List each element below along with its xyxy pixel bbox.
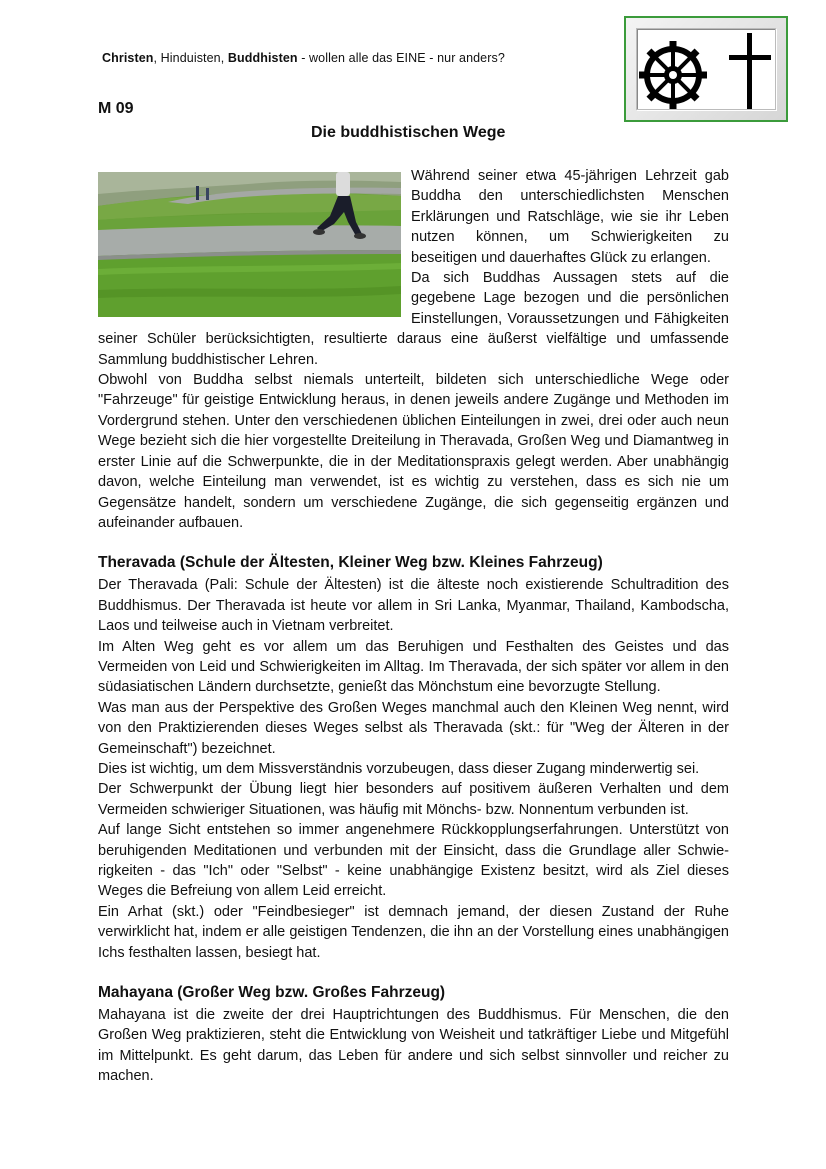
section-heading-mahayana: Mahayana (Großer Weg bzw. Großes Fahrzeug)	[98, 984, 446, 1002]
logo-symbols	[637, 29, 779, 113]
logo-box	[624, 16, 788, 122]
header-part-question: - wollen alle das EINE - nur anders?	[297, 51, 505, 65]
logo-inner	[636, 28, 776, 110]
header-part-hinduisten: , Hinduisten,	[153, 51, 228, 65]
section-paragraph: Was man aus der Perspektive des Großen Weges manchmal auch den Kleinen Weg nennt, wird von den Praktizierenden dieses Weges selbst als Theravada (skt.: für "Weg der Älteren in der Gemeinschaft") bezeichnet.	[98, 699, 729, 757]
photo-spacer	[98, 166, 411, 318]
dharma-wheel-icon	[639, 41, 707, 109]
section-paragraph: Im Alten Weg geht es vor allem um das Beruhigen und Festhalten des Geistes und das Vermeiden von Leid und Schwierigkeiten im Alltag. Im Theravada, der sich später vor allem in den südasiatischen Ländern durchsetzte, genießt das Mönchstum eine bevorzugte Stellung.	[98, 638, 729, 696]
header-part-buddhisten: Buddhisten	[227, 51, 298, 65]
intro-paragraph: Während seiner etwa 45-jährigen Lehrzeit gab Buddha den unterschiedlichsten Menschen Erklärungen und Ratschläge, wie sie ihr Leben nutzen können, um Schwierigkeiten zu beseitigen und dauerhaftes Glück zu erlangen.	[411, 168, 729, 266]
section-paragraph: Der Schwerpunkt der Übung liegt hier besonders auf positivem äußeren Verhalten und dem Vermeiden schwieriger Situationen, was häufig mit Mönchs- bzw. Nonnentum verbunden ist.	[98, 781, 729, 818]
header-line	[102, 51, 505, 65]
section-paragraph: Dies ist wichtig, um dem Missverständnis vorzubeugen, dass dieser Zugang minderwertig sei.	[98, 760, 700, 777]
page-title: Die buddhistischen Wege	[311, 124, 506, 141]
section-heading-theravada: Theravada (Schule der Ältesten, Kleiner Weg bzw. Kleines Fahrzeug)	[98, 554, 603, 572]
main-content	[98, 166, 729, 1087]
section-paragraph: Mahayana ist die zweite der drei Hauptrichtungen des Buddhismus. Für Menschen, die den Großen Weg praktizieren, steht die Entwicklung von Weisheit und tatkräftiger Liebe und Mitgefühl im Mittelpunkt. Es geht darum, das Leben für andere und sich selbst sinnvoller und reicher zu machen.	[98, 1007, 729, 1085]
section-paragraph: Ein Arhat (skt.) oder "Feindbesieger" ist demnach jemand, der diesen Zustand der Ruhe verwirklicht hat, indem er alle geistigen Tendenzen, die ihn an der Vorstellung eines unabhängigen Ichs festhalten lassen, besiegt hat.	[98, 903, 729, 961]
section-paragraph: Auf lange Sicht entstehen so immer angenehmere Rückkopplungserfahrungen. Unterstützt von beruhigenden Meditationen und verbunden mit der Einsicht, dass die Grundlage aller Schwie-rigkeiten - das "Ich" oder "Selbst" - keine unabhängige Existenz besitzt, wird als Ziel dieses Weges die Befreiung von allem Leid erreicht.	[98, 822, 729, 900]
document-code: M 09	[98, 100, 134, 117]
section-paragraph: Der Theravada (Pali: Schule der Ältesten) ist die älteste noch existierende Schultradition des Buddhismus. Der Theravada ist heute vor allem in Sri Lanka, Myanmar, Thailand, Kambodscha, Laos und teilweise auch in Vietnam verbreitet.	[98, 577, 729, 635]
intro-paragraph: Obwohl von Buddha selbst niemals unterteilt, bildeten sich unterschiedliche Wege oder "Fahrzeuge" für geistige Entwicklung heraus, in denen jeweils andere Zugänge und Methoden im Vordergrund stehen. Unter den verschiedenen üblichen Einteilungen in zwei, drei oder auch neun Wege bezieht sich die hier vorgestellte Dreiteilung in Theravada, Großen Weg und Diamantweg in erster Linie auf die Schwerpunkte, die in der Meditationspraxis gelegt werden. Aber unabhängig davon, welche Einteilung man verwendet, ist es wichtig zu verstehen, dass es sich nie um Gegensätze handelt, sondern um verschiedene Zugänge, die sich gegenseitig ergänzen und aufeinander aufbauen.	[98, 372, 729, 531]
cross-icon	[729, 33, 771, 109]
header-part-christen: Christen	[102, 51, 154, 65]
intro-paragraph: Da sich Buddhas Aussagen stets auf die gegebene Lage bezogen und die persönlichen Einstellungen, Voraussetzungen und Fähigkeiten seiner Schüler berücksichtigten, resultierte daraus eine äußerst vielfältige und umfassende Sammlung buddhistischer Lehren.	[98, 270, 729, 368]
